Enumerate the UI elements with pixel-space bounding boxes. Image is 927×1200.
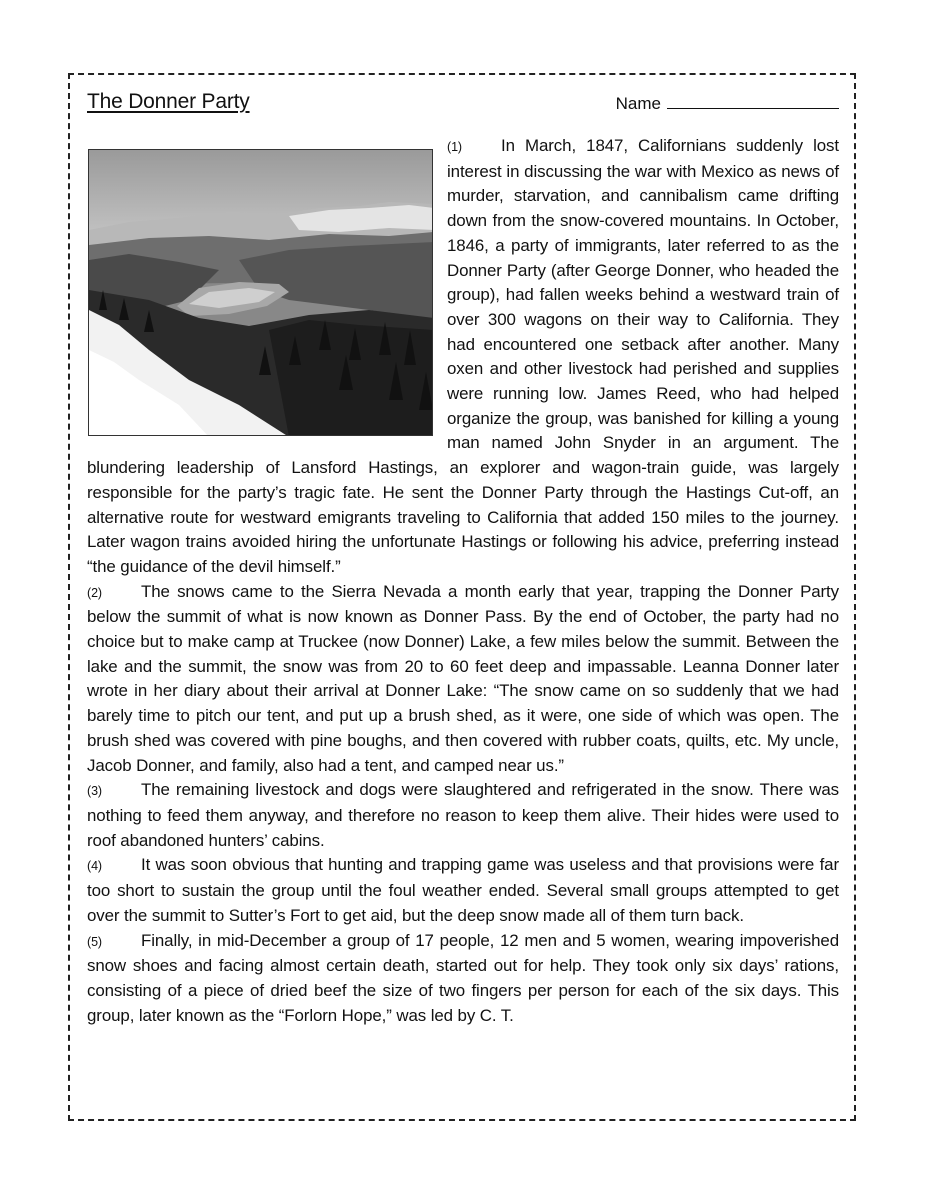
paragraph-text: Finally, in mid-December a group of 17 people, 12 men and 5 women, wearing impoverished snow shoes and facing almost certain death, started out for help. They took only six days’ rations, consisting of a piece of dried beef the size of two fingers per person for each of the six days. This group, later known as the “Forlorn Hope,” was led by C. T. <box>87 930 839 1025</box>
paragraph-4 <box>87 853 839 928</box>
paragraph-number: (1) <box>447 140 462 154</box>
paragraph-5 <box>87 929 839 1029</box>
paragraph-text: The remaining livestock and dogs were slaughtered and refrigerated in the snow. There was nothing to feed them anyway, and therefore no reason to keep them alive. Their hides were used to roof abandoned hunters’ cabins. <box>87 780 839 850</box>
paragraph-number: (5) <box>87 934 102 949</box>
name-blank-line <box>667 94 839 109</box>
photo-spacer <box>87 134 447 456</box>
paragraph-number: (3) <box>87 784 102 799</box>
page-title: The Donner Party <box>87 90 250 113</box>
name-field <box>616 94 839 114</box>
paragraph-number: (4) <box>87 859 102 874</box>
paragraph-text: The snows came to the Sierra Nevada a month early that year, trapping the Donner Party below the summit of what is now known as Donner Pass. By the end of October, the party had no choice but to make camp at Truckee (now Donner) Lake, a few miles below the summit. Between the lake and the summit, the snow was from 20 to 60 feet deep and impassable. Leanna Donner later wrote in her diary about their arrival at Donner Lake: “The snow came on so suddenly that we had barely time to pitch our tent, and put up a brush shed, as it were, one side of which was open. The brush shed was covered with pine boughs, and then covered with rubber coats, quilts, etc. My uncle, Jacob Donner, and family, also had a tent, and camped near us.” <box>87 581 839 775</box>
worksheet-header <box>87 90 839 120</box>
paragraph-number: (2) <box>87 585 102 600</box>
paragraph-2 <box>87 580 839 779</box>
paragraph-3 <box>87 778 839 853</box>
paragraph-text: It was soon obvious that hunting and trapping game was useless and that provisions were far too short to sustain the group until the foul weather ended. Several small groups attempted to get over the summit to Sutter’s Fort to get aid, but the deep snow made all of them turn back. <box>87 855 839 925</box>
article-body <box>87 134 839 1028</box>
name-label: Name <box>615 94 661 113</box>
paragraph-text: In March, 1847, Californians suddenly lost interest in discussing the war with Mexico as news of murder, starvation, and cannibalism came drifting down from the snow-covered mountains. In October, 1846, a party of immigrants, later referred to as the Donner Party (after George Donner, who headed the group), had fallen weeks behind a westward train of over 300 wagons on their way to California. They had encountered one setback after another. Many oxen and other livestock had perished and supplies were running low. James Reed, who had helped organize the group, was banished for killing a young man named John Snyder in an argument. The blundering leadership of Lansford Hastings, an explorer and wagon-train guide, was largely responsible for the party’s tragic fate. He sent the Donner Party through the Hastings Cut-off, an alternative route for westward emigrants traveling to California that added 150 miles to the journey. Later wagon trains avoided hiring the unfortunate Hastings or following his advice, preferring instead “the guidance of the devil himself.” <box>87 136 839 576</box>
